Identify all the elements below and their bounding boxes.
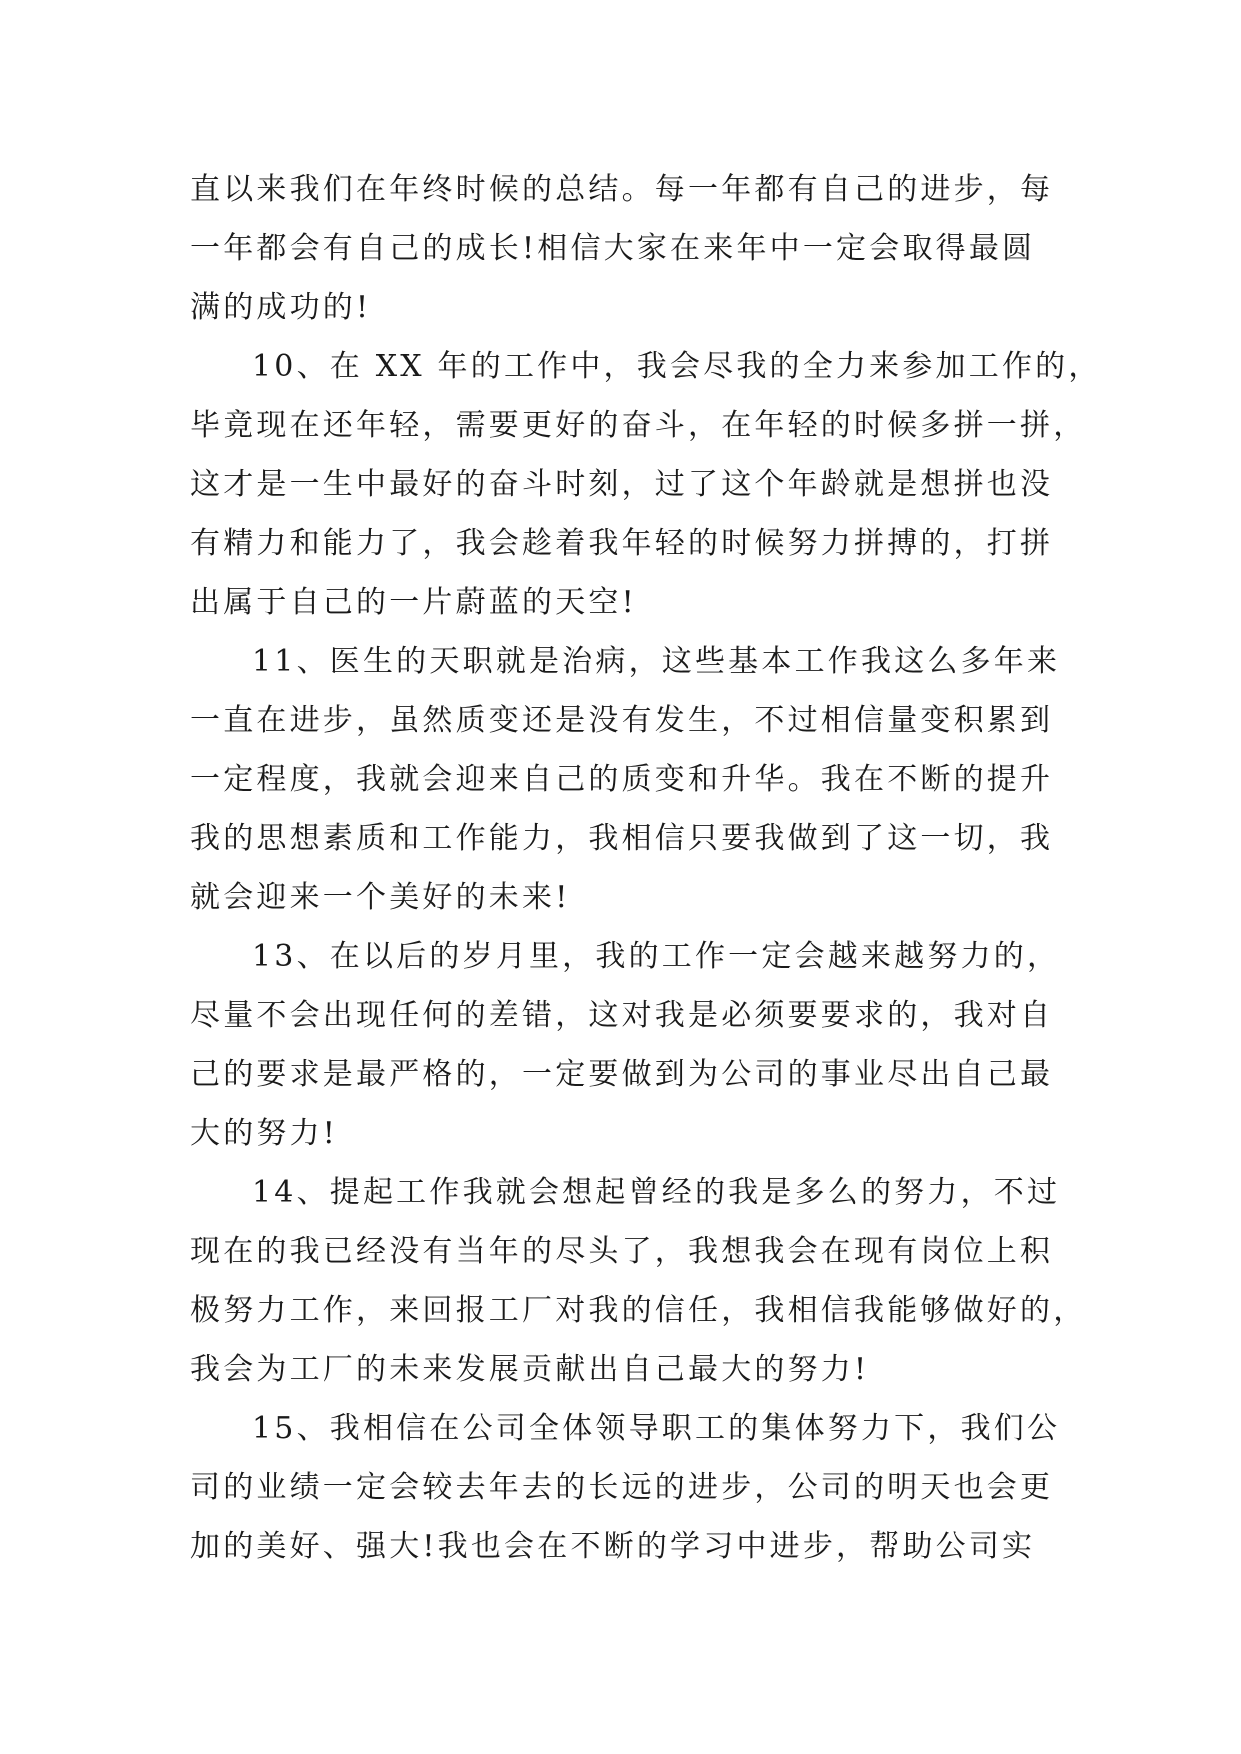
text-line: 11、医生的天职就是治病，这些基本工作我这么多年来 xyxy=(252,644,1061,679)
text-line: 一定程度，我就会迎来自己的质变和升华。我在不断的提升 xyxy=(190,762,1054,797)
paragraph-item-15 xyxy=(190,1399,1061,1576)
paragraph-item-14 xyxy=(190,1163,1087,1399)
text-line: 有精力和能力了，我会趁着我年轻的时候努力拼搏的，打拼 xyxy=(190,526,1054,561)
text-line: 己的要求是最严格的，一定要做到为公司的事业尽出自己最 xyxy=(190,1057,1054,1092)
paragraph-continued xyxy=(190,160,1054,337)
text-line: 现在的我已经没有当年的尽头了，我想我会在现有岗位上积 xyxy=(190,1234,1054,1269)
text-line: 大的努力! xyxy=(190,1116,339,1151)
paragraph-item-10 xyxy=(190,337,1102,632)
text-line: 13、在以后的岁月里，我的工作一定会越来越努力的， xyxy=(252,939,1061,974)
paragraph-item-11 xyxy=(190,632,1061,927)
text-line: 10、在 XX 年的工作中，我会尽我的全力来参加工作的， xyxy=(252,349,1102,384)
text-line: 司的业绩一定会较去年去的长远的进步，公司的明天也会更 xyxy=(190,1470,1054,1505)
text-line: 加的美好、强大!我也会在不断的学习中进步，帮助公司实 xyxy=(190,1529,1036,1564)
text-line: 尽量不会出现任何的差错，这对我是必须要要求的，我对自 xyxy=(190,998,1054,1033)
text-line: 满的成功的! xyxy=(190,290,372,325)
document-page xyxy=(190,160,1102,1576)
text-line: 我会为工厂的未来发展贡献出自己最大的努力! xyxy=(190,1352,870,1387)
text-line: 一直在进步，虽然质变还是没有发生，不过相信量变积累到 xyxy=(190,703,1054,738)
text-line: 直以来我们在年终时候的总结。每一年都有自己的进步，每 xyxy=(190,172,1054,207)
text-line: 这才是一生中最好的奋斗时刻，过了这个年龄就是想拼也没 xyxy=(190,467,1054,502)
text-line: 一年都会有自己的成长!相信大家在来年中一定会取得最圆 xyxy=(190,231,1036,266)
paragraph-item-13 xyxy=(190,927,1061,1163)
text-line: 极努力工作，来回报工厂对我的信任，我相信我能够做好的， xyxy=(190,1293,1087,1328)
text-line: 就会迎来一个美好的未来! xyxy=(190,880,571,915)
text-line: 14、提起工作我就会想起曾经的我是多么的努力，不过 xyxy=(252,1175,1061,1210)
text-line: 15、我相信在公司全体领导职工的集体努力下，我们公 xyxy=(252,1411,1061,1446)
text-line: 毕竟现在还年轻，需要更好的奋斗，在年轻的时候多拼一拼， xyxy=(190,408,1087,443)
text-line: 出属于自己的一片蔚蓝的天空! xyxy=(190,585,637,620)
text-line: 我的思想素质和工作能力，我相信只要我做到了这一切，我 xyxy=(190,821,1054,856)
